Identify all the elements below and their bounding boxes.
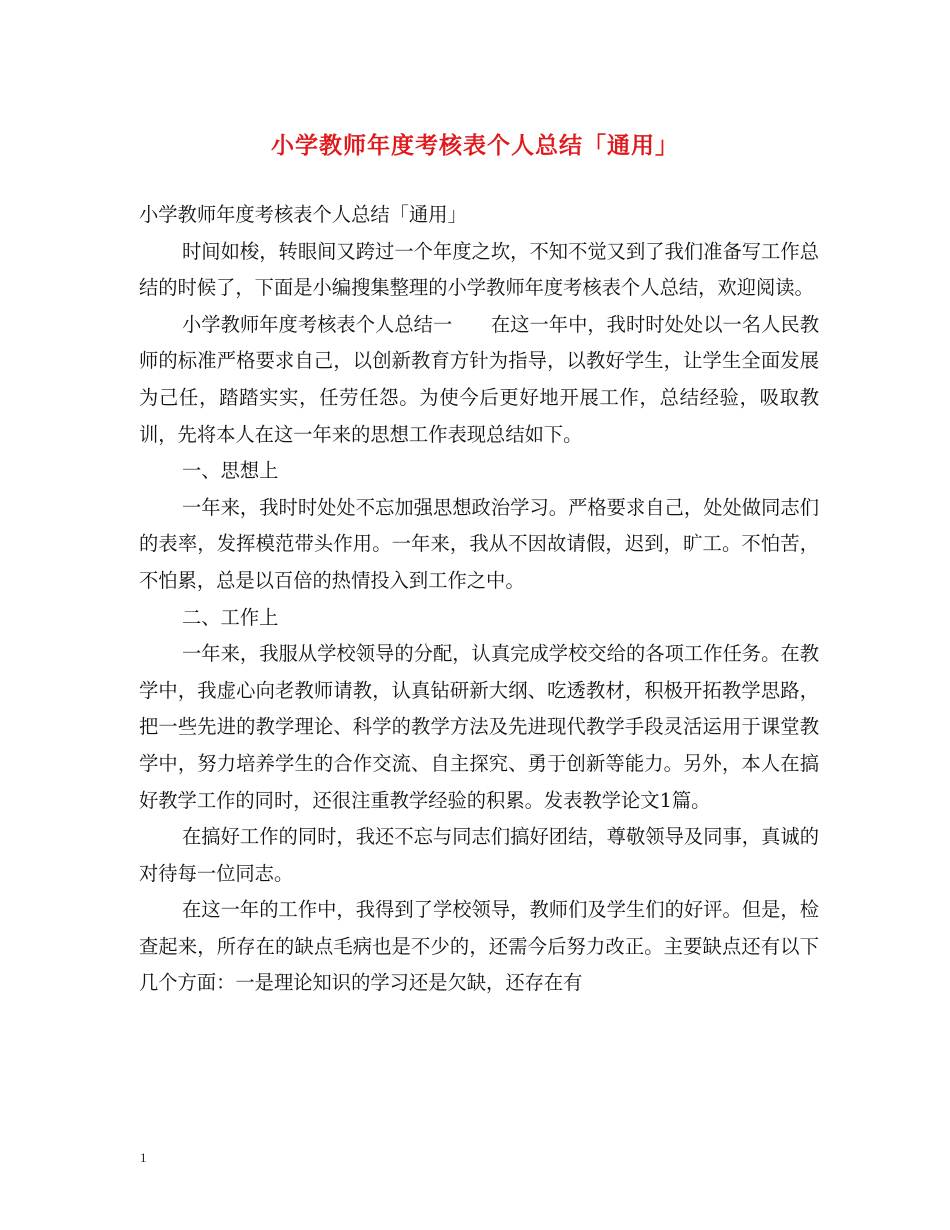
paragraph-work: 一年来，我服从学校领导的分配，认真完成学校交给的各项工作任务。在教学中，我虚心向老教师请教，认真钻研新大纲、吃透教材，积极开拓教学思路，把一些先进的教学理论、科学的教学方法及先进现代教学手段灵活运用于课堂教学中，努力培养学生的合作交流、自主探究、勇于创新等能力。另外，本人在搞好教学工作的同时，还很注重教学经验的积累。发表教学论文1篇。 [139, 642, 819, 812]
document-body [139, 197, 819, 1002]
paragraph-intro: 时间如梭，转眼间又跨过一个年度之坎，不知不觉又到了我们准备写工作总结的时候了，下面是小编搜集整理的小学教师年度考核表个人总结，欢迎阅读。 [139, 239, 819, 300]
paragraph-shortcomings: 在这一年的工作中，我得到了学校领导，教师们及学生们的好评。但是，检查起来，所存在的缺点毛病也是不少的，还需今后努力改正。主要缺点还有以下几个方面：一是理论知识的学习还是欠缺，还存在有 [139, 898, 819, 995]
paragraph-thought: 一年来，我时时处处不忘加强思想政治学习。严格要求自己，处处做同志们的表率，发挥模范带头作用。一年来，我从不因故请假，迟到，旷工。不怕苦，不怕累，总是以百倍的热情投入到工作之中。 [139, 495, 819, 592]
paragraph-summary-one: 小学教师年度考核表个人总结一 在这一年中，我时时处处以一名人民教师的标准严格要求自己，以创新教育方针为指导，以教好学生，让学生全面发展为己任，踏踏实实，任劳任怨。为使今后更好地开展工作，总结经验，吸取教训，先将本人在这一年来的思想工作表现总结如下。 [139, 312, 819, 446]
page-number: 1 [140, 1150, 147, 1165]
section-heading-work: 二、工作上 [182, 605, 279, 629]
paragraph-unity: 在搞好工作的同时，我还不忘与同志们搞好团结，尊敬领导及同事，真诚的对待每一位同志。 [139, 825, 819, 885]
document-title: 小学教师年度考核表个人总结「通用」 [271, 132, 679, 159]
paragraph-subtitle: 小学教师年度考核表个人总结「通用」 [139, 203, 467, 226]
section-heading-thought: 一、思想上 [182, 459, 279, 483]
